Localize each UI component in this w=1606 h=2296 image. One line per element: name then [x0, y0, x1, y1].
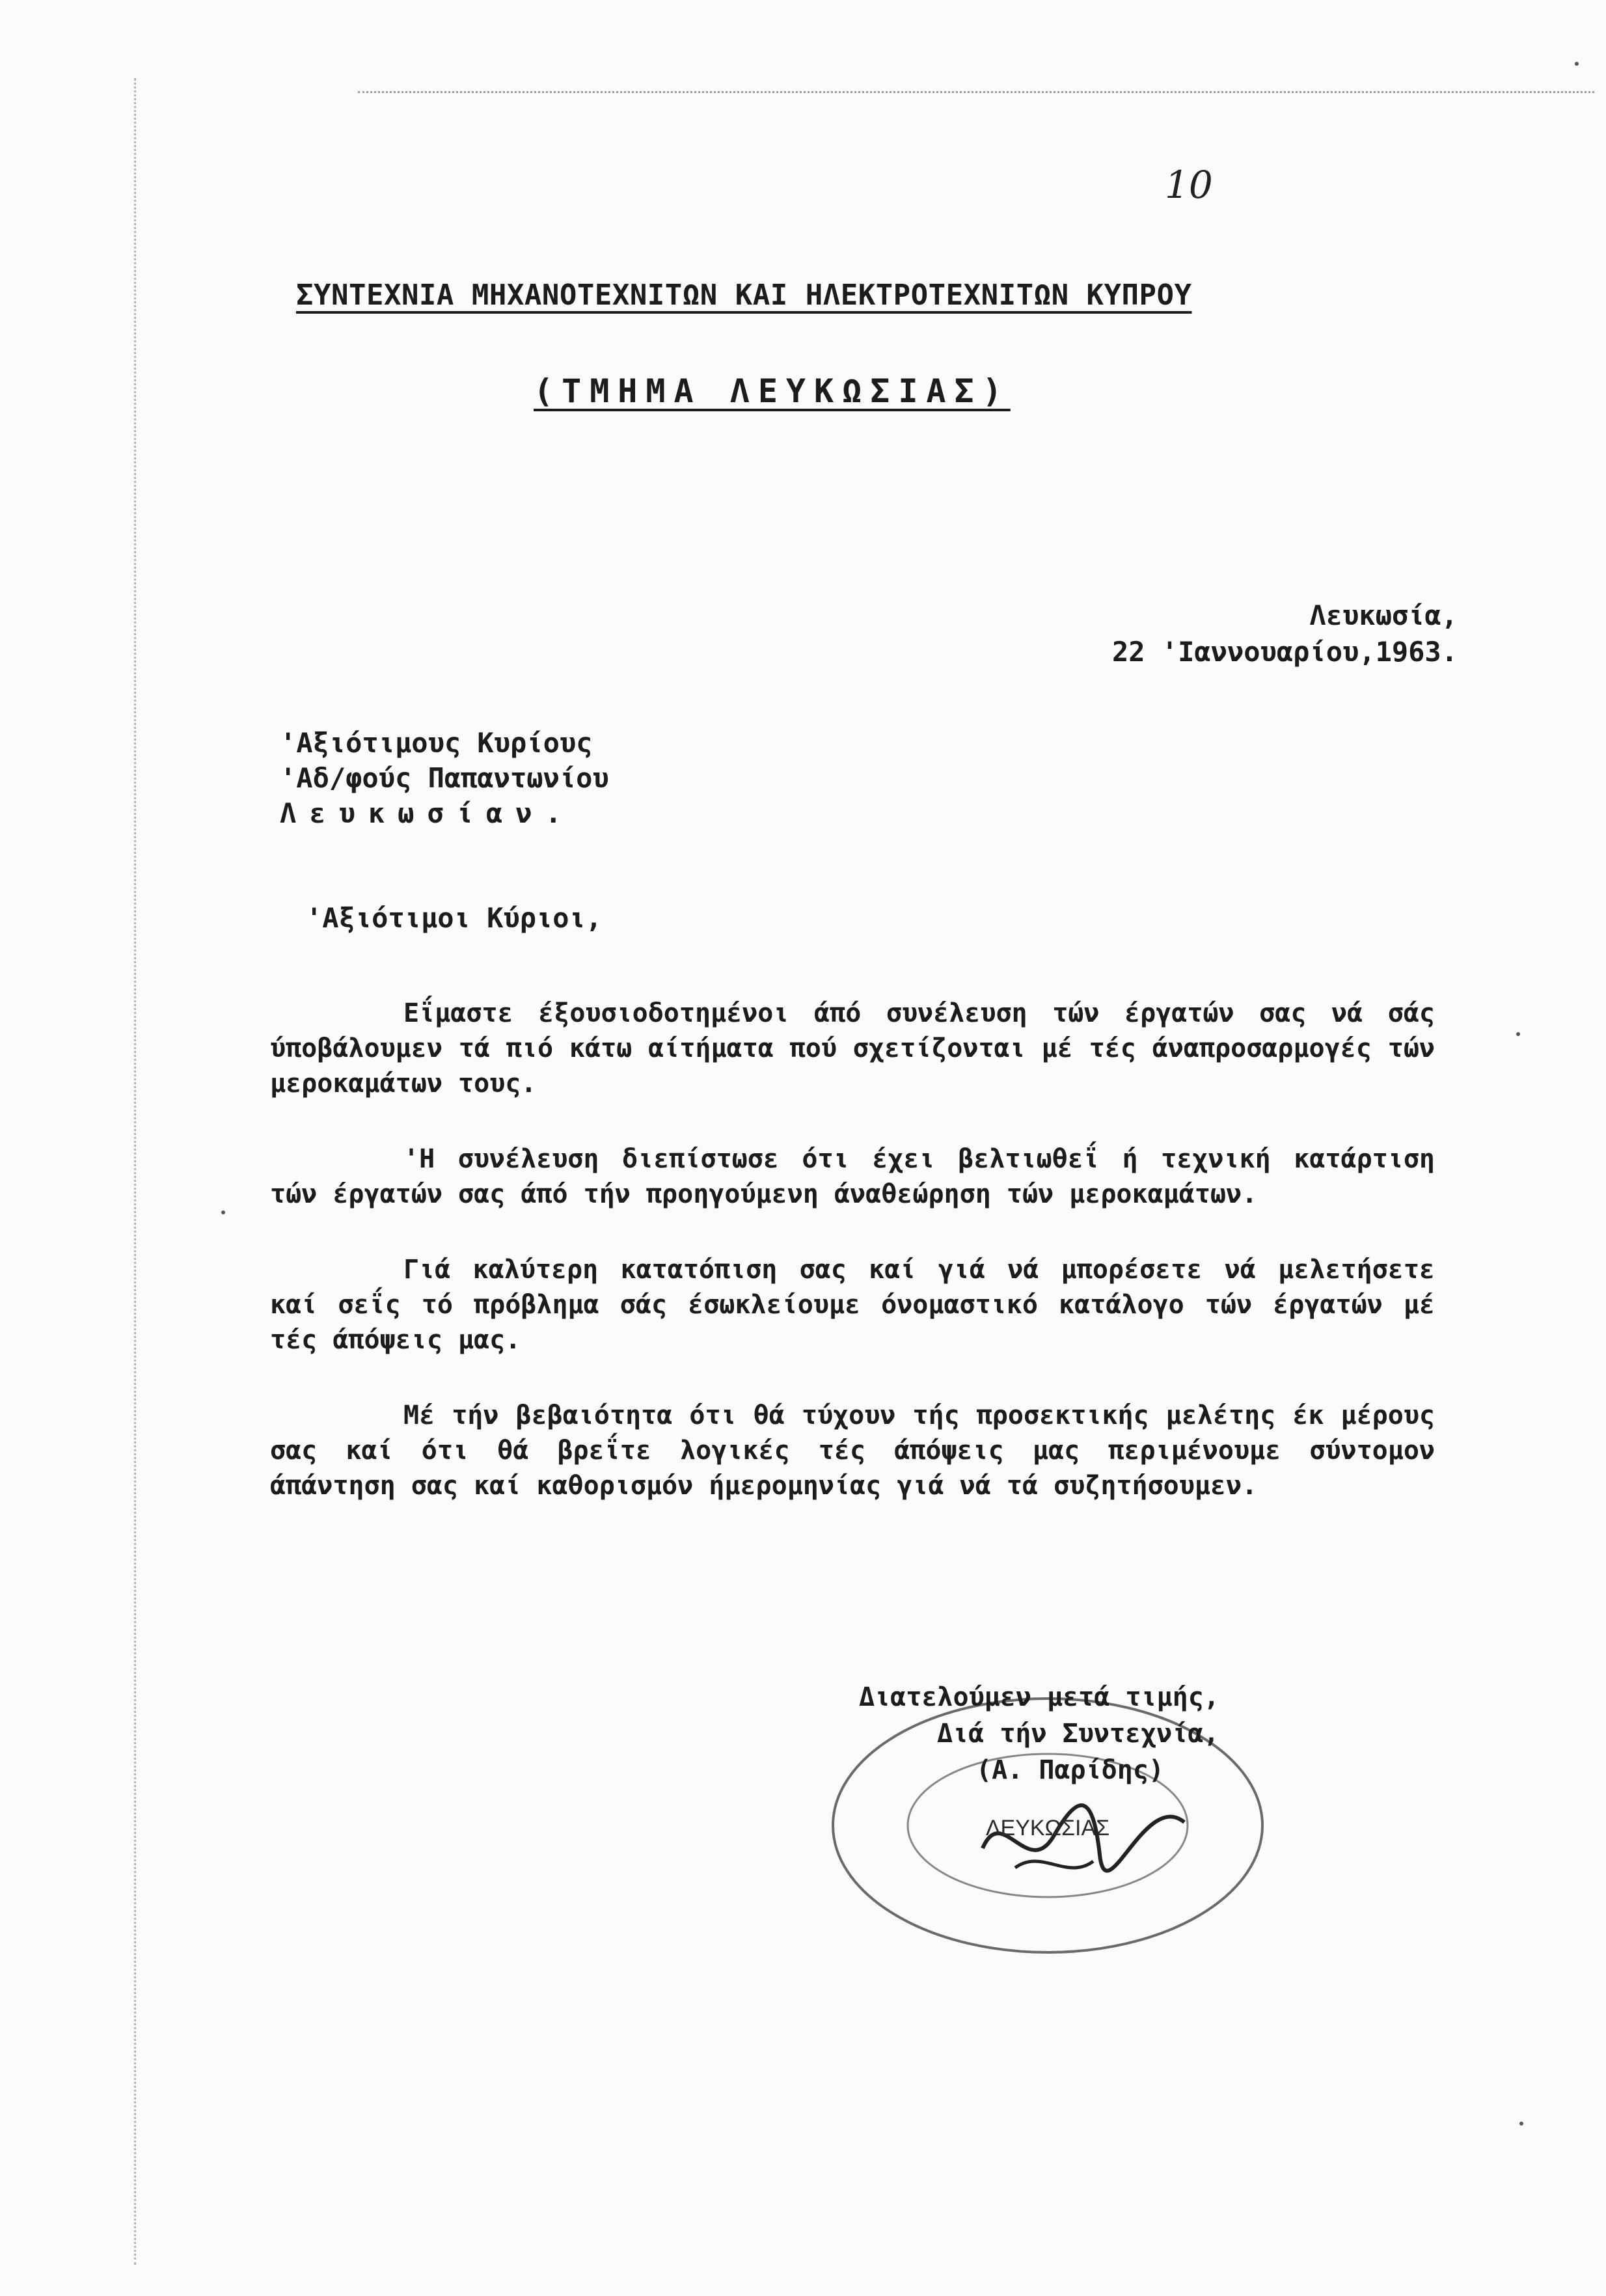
recipient-line-2: 'Αδ/φούς Παπαντωνίου: [280, 762, 609, 794]
closing-line-2: Διά τήν Συντεχνία,: [937, 1719, 1219, 1749]
closing-line-1: Διατελούμεν μετά τιμής,: [859, 1682, 1219, 1712]
salutation: 'Αξιότιμοι Κύριοι,: [306, 902, 603, 934]
department-heading: (ΤΜΗΜΑ ΛΕΥΚΩΣΙΑΣ): [534, 372, 1011, 410]
body-paragraph-1: Εΐμαστε έξουσιοδοτημένοι άπό συνέλευση τών έργατών σας νά σάς ύποβάλουμεν τά πιό κάτω αίτήματα πού σχετίζονται μέ τές άναπροσαρμογές τών μεροκαμάτων τους.: [270, 998, 1435, 1099]
body-paragraph-2: 'Η συνέλευση διεπίστωσε ότι έχει βελτιωθεΐ ή τεχνική κατάρτιση τών έργατών σας άπό τήν προηγούμενη άναθεώρηση τών μεροκαμάτων.: [270, 1144, 1435, 1209]
body-paragraph-4: Μέ τήν βεβαιότητα ότι θά τύχουν τής προσεκτικής μελέτης έκ μέρους σας καί ότι θά βρεΐτε λογικές τές άπόψεις μας περιμένουμε σύντομον άπάντηση σας καί καθορισμόν ήμερομηνίας γιά νά τά συζητήσουμεν.: [270, 1401, 1435, 1501]
signatory-name: (Α. Παρίδης): [976, 1755, 1164, 1785]
date-place: Λευκωσία,: [1309, 599, 1458, 631]
scan-artifact-line: [358, 91, 1594, 93]
letter-body: [270, 996, 1435, 1544]
organization-heading: ΣΥΝΤΕΧΝΙΑ ΜΗΧΑΝΟΤΕΧΝΙΤΩΝ ΚΑΙ ΗΛΕΚΤΡΟΤΕΧΝΙΤΩΝ ΚΥΠΡΟΥ: [296, 279, 1192, 312]
recipient-address: [280, 726, 865, 831]
scan-speck: [221, 1210, 225, 1214]
date-line: 22 'Ιαννουαρίου,1963.: [1111, 636, 1458, 668]
handwritten-page-number: 10: [1165, 163, 1213, 207]
body-paragraph-3: Γιά καλύτερη κατατόπιση σας καί γιά νά μπορέσετε νά μελετήσετε καί σεΐς τό πρόβλημα σάς έσωκλείουμε όνομαστικό κατάλογο τών έργατών μέ τές άπόψεις μας.: [270, 1255, 1435, 1355]
stamp-center-text: ΛΕΥΚΩΣΙΑΣ: [985, 1816, 1110, 1840]
date-block: [1002, 597, 1458, 670]
scan-speck: [1516, 1032, 1520, 1036]
recipient-line-1: 'Αξιότιμους Κυρίους: [280, 727, 593, 759]
scan-speck: [1519, 2122, 1523, 2125]
closing-block: [859, 1679, 1354, 1788]
scan-speck: [1575, 62, 1579, 66]
scan-artifact-margin: [134, 78, 136, 2265]
recipient-line-3: Λευκωσίαν.: [280, 797, 575, 829]
